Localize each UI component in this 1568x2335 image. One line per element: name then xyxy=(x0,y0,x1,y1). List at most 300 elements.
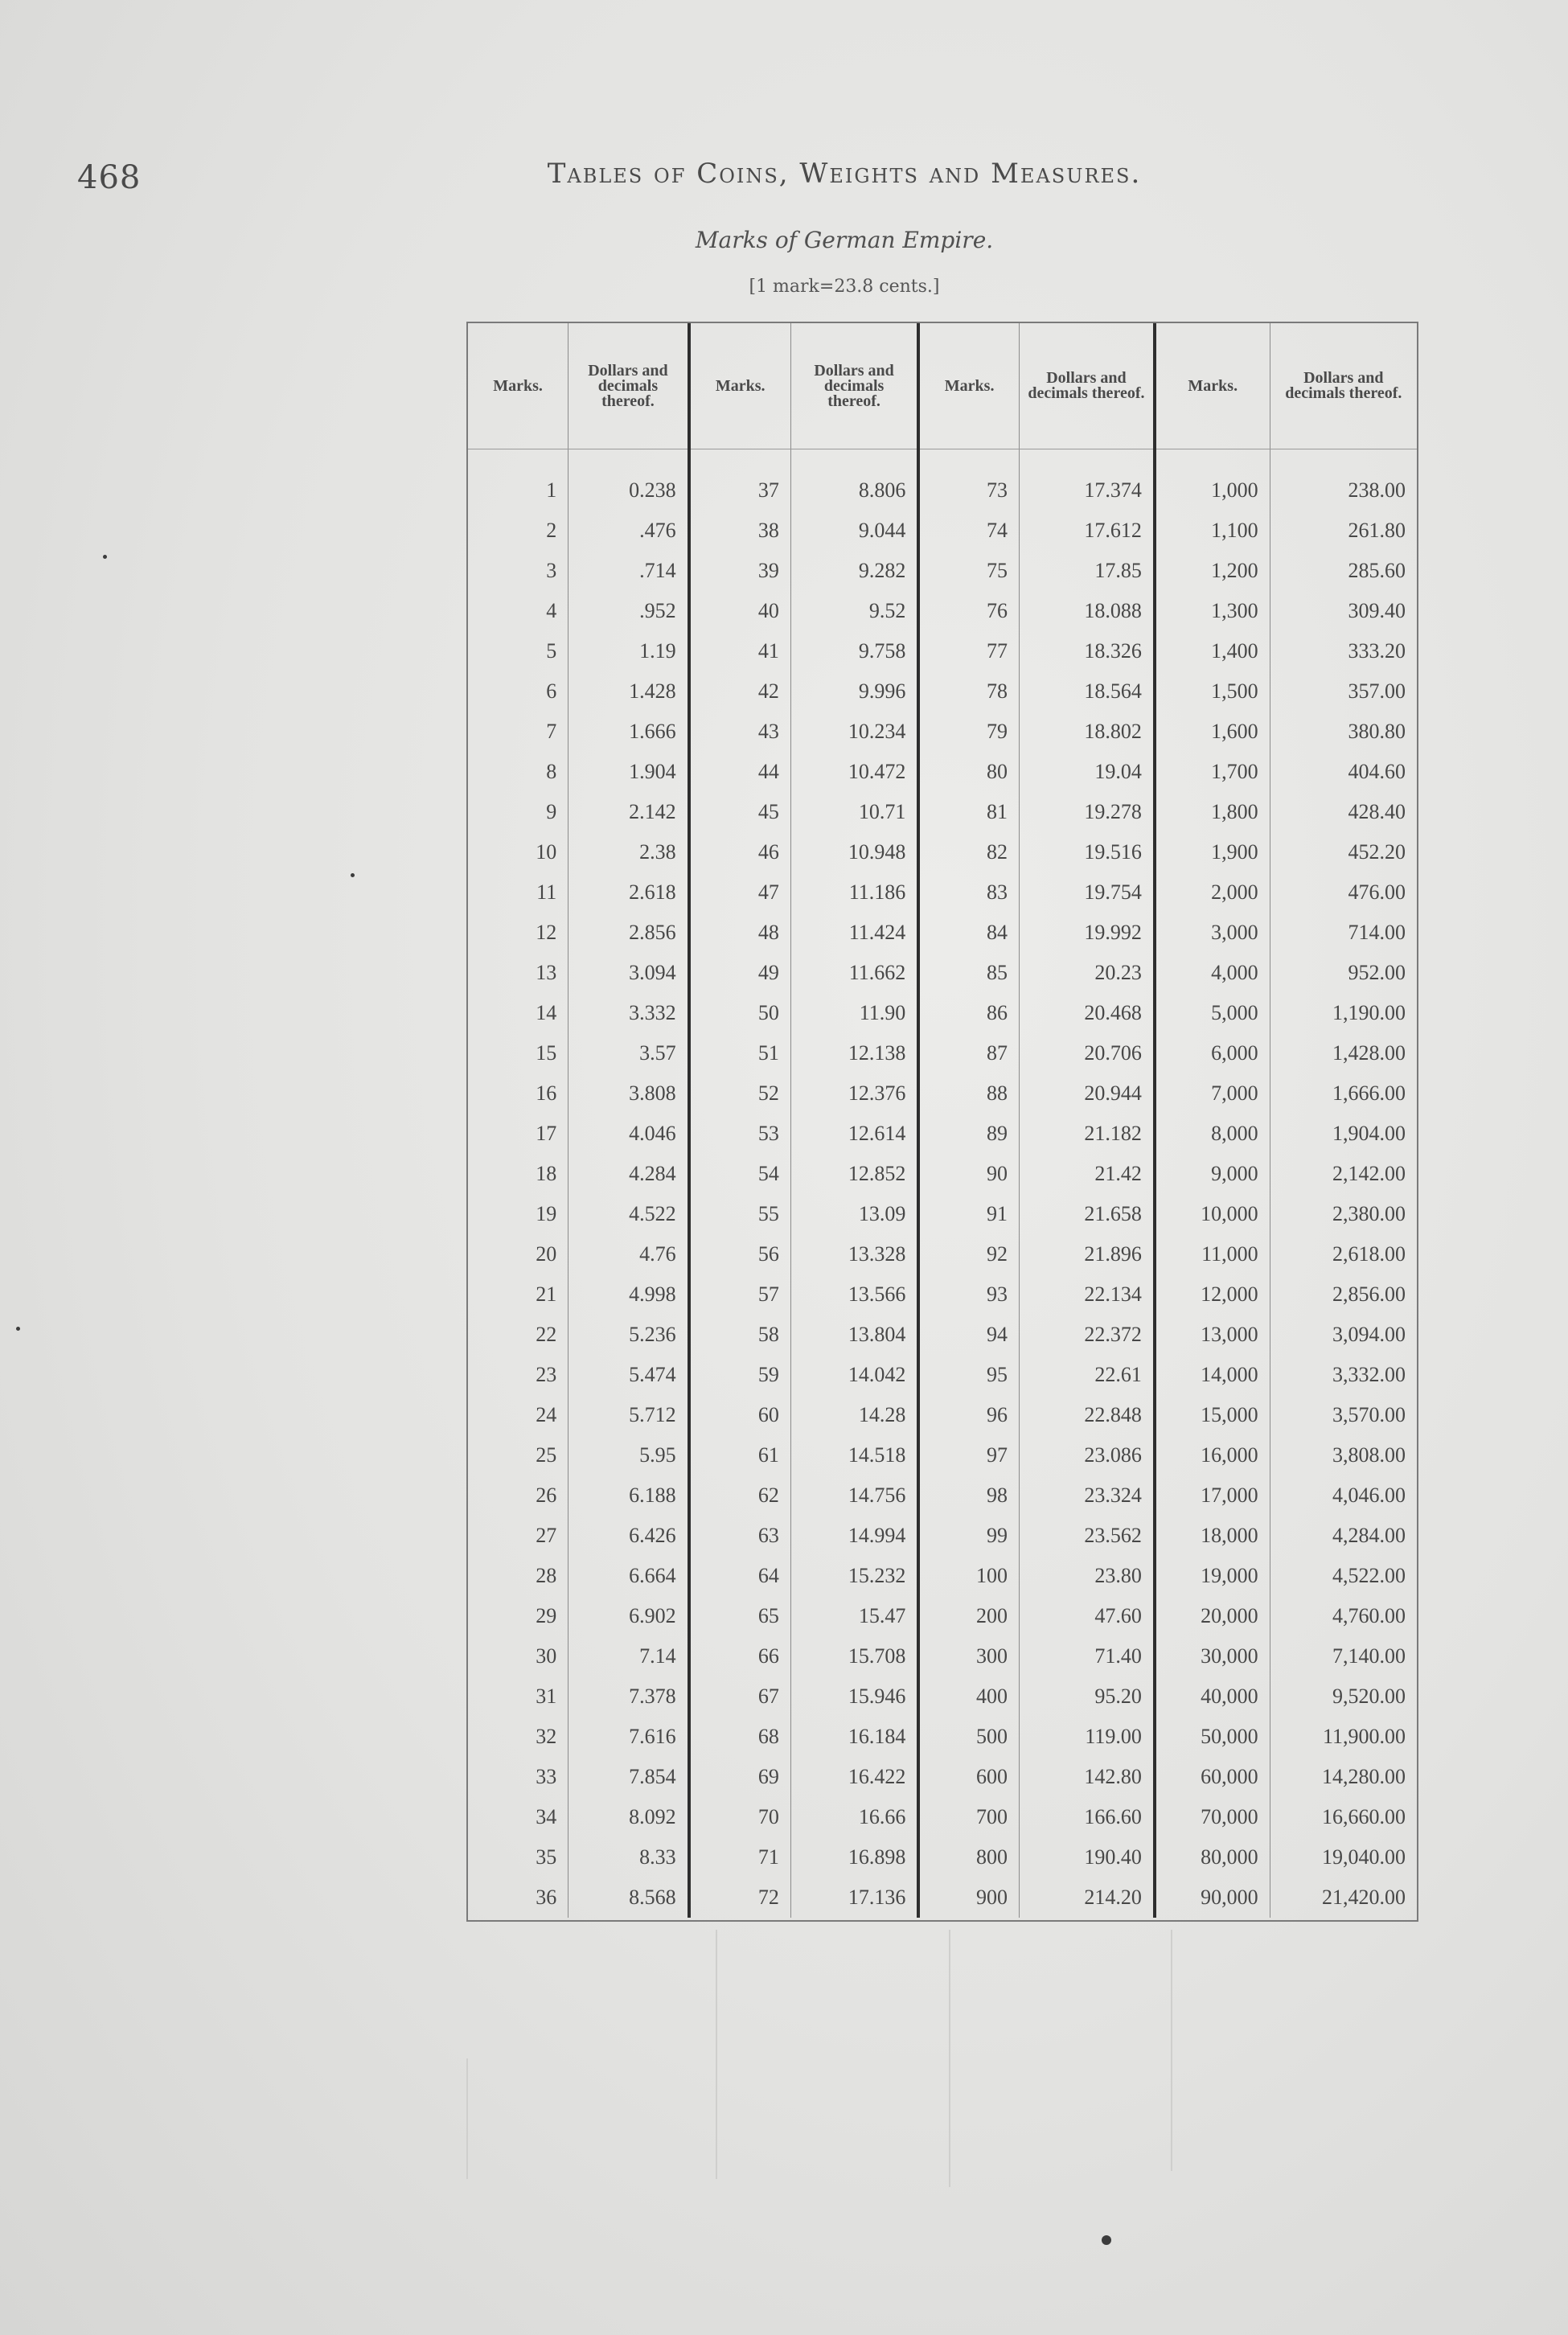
cell-dollars-2: 16.184 xyxy=(790,1717,918,1757)
cell-marks-2: 39 xyxy=(689,551,791,591)
cell-dollars-1: 4.76 xyxy=(569,1234,689,1274)
cell-dollars-2: 14.994 xyxy=(790,1516,918,1556)
cell-marks-3: 84 xyxy=(918,913,1019,953)
cell-marks-3: 600 xyxy=(918,1757,1019,1797)
cell-marks-4: 1,300 xyxy=(1155,591,1270,631)
cell-dollars-4: 333.20 xyxy=(1348,639,1406,663)
cell-marks-3: 500 xyxy=(918,1717,1019,1757)
cell-dollars-4: 2,380.00 xyxy=(1332,1202,1406,1225)
table-row xyxy=(468,1355,1417,1395)
table-row xyxy=(468,1717,1417,1757)
cell-dollars-2: 11.662 xyxy=(790,953,918,993)
table-body xyxy=(468,449,1417,1918)
table-row xyxy=(468,752,1417,792)
table-row xyxy=(468,591,1417,631)
cell-marks-3: 86 xyxy=(918,993,1019,1033)
page-number: 468 xyxy=(77,159,142,196)
cell-dollars-2: 15.708 xyxy=(790,1636,918,1676)
cell-marks-3: 73 xyxy=(918,449,1019,511)
cell-dollars-3: 19.992 xyxy=(1019,913,1154,953)
cell-dollars-4: 7,140.00 xyxy=(1332,1644,1406,1668)
cell-dollars-1: 4.046 xyxy=(569,1114,689,1154)
cell-marks-1: 28 xyxy=(468,1556,569,1596)
cell-marks-1: 3 xyxy=(468,551,569,591)
cell-marks-3: 99 xyxy=(918,1516,1019,1556)
cell-dollars-2: 14.042 xyxy=(790,1355,918,1395)
cell-marks-1: 7 xyxy=(468,712,569,752)
cell-dollars-4: 1,428.00 xyxy=(1332,1041,1406,1065)
table-row xyxy=(468,1636,1417,1676)
cell-dollars-1: 6.188 xyxy=(569,1475,689,1516)
cell-marks-4: 1,200 xyxy=(1155,551,1270,591)
cell-marks-2: 55 xyxy=(689,1194,791,1234)
table-row xyxy=(468,792,1417,832)
cell-dollars-4: 238.00 xyxy=(1348,478,1406,502)
cell-marks-3: 98 xyxy=(918,1475,1019,1516)
cell-dollars-3: 18.802 xyxy=(1019,712,1154,752)
cell-marks-2: 44 xyxy=(689,752,791,792)
cell-dollars-3: 95.20 xyxy=(1019,1676,1154,1717)
cell-dollars-1: 0.238 xyxy=(569,449,689,511)
cell-dollars-4: 2,856.00 xyxy=(1332,1282,1406,1306)
cell-dollars-1: 5.236 xyxy=(569,1315,689,1355)
cell-dollars-4: 14,280.00 xyxy=(1322,1765,1406,1788)
table-row xyxy=(468,1475,1417,1516)
cell-dollars-3: 23.562 xyxy=(1019,1516,1154,1556)
header-marks-4: Marks. xyxy=(1155,323,1270,449)
cell-dollars-1: 2.38 xyxy=(569,832,689,872)
table-row xyxy=(468,1516,1417,1556)
cell-dollars-3: 18.326 xyxy=(1019,631,1154,671)
cell-dollars-1: 1.428 xyxy=(569,671,689,712)
cell-marks-4: 16,000 xyxy=(1155,1435,1270,1475)
running-head: Tables of Coins, Weights and Measures. xyxy=(547,158,1142,190)
cell-marks-3: 75 xyxy=(918,551,1019,591)
cell-marks-1: 13 xyxy=(468,953,569,993)
cell-marks-3: 90 xyxy=(918,1154,1019,1194)
cell-dollars-3: 23.80 xyxy=(1019,1556,1154,1596)
cell-dollars-2: 10.234 xyxy=(790,712,918,752)
cell-marks-3: 74 xyxy=(918,511,1019,551)
cell-marks-3: 79 xyxy=(918,712,1019,752)
cell-dollars-3: 71.40 xyxy=(1019,1636,1154,1676)
cell-dollars-2: 10.472 xyxy=(790,752,918,792)
cell-marks-2: 46 xyxy=(689,832,791,872)
header-marks-1: Marks. xyxy=(468,323,569,449)
cell-dollars-2: 9.758 xyxy=(790,631,918,671)
cell-marks-4: 30,000 xyxy=(1155,1636,1270,1676)
cell-marks-1: 29 xyxy=(468,1596,569,1636)
cell-dollars-2: 9.996 xyxy=(790,671,918,712)
cell-marks-2: 47 xyxy=(689,872,791,913)
cell-dollars-3: 19.278 xyxy=(1019,792,1154,832)
cell-marks-2: 48 xyxy=(689,913,791,953)
cell-dollars-4: 452.20 xyxy=(1348,840,1406,864)
table-row xyxy=(468,1596,1417,1636)
cell-dollars-4: 3,094.00 xyxy=(1332,1323,1406,1346)
cell-marks-1: 17 xyxy=(468,1114,569,1154)
cell-dollars-2: 13.566 xyxy=(790,1274,918,1315)
cell-marks-2: 50 xyxy=(689,993,791,1033)
cell-marks-2: 70 xyxy=(689,1797,791,1837)
cell-marks-1: 14 xyxy=(468,993,569,1033)
cell-marks-2: 67 xyxy=(689,1676,791,1717)
cell-marks-1: 24 xyxy=(468,1395,569,1435)
cell-marks-4: 8,000 xyxy=(1155,1114,1270,1154)
table-row xyxy=(468,1676,1417,1717)
cell-dollars-3: 22.848 xyxy=(1019,1395,1154,1435)
cell-marks-1: 4 xyxy=(468,591,569,631)
cell-dollars-2: 16.898 xyxy=(790,1837,918,1877)
table-row xyxy=(468,1435,1417,1475)
cell-marks-2: 68 xyxy=(689,1717,791,1757)
cell-dollars-3: 47.60 xyxy=(1019,1596,1154,1636)
cell-marks-3: 800 xyxy=(918,1837,1019,1877)
cell-marks-2: 40 xyxy=(689,591,791,631)
cell-marks-1: 32 xyxy=(468,1717,569,1757)
table-row xyxy=(468,832,1417,872)
cell-marks-3: 100 xyxy=(918,1556,1019,1596)
cell-marks-4: 40,000 xyxy=(1155,1676,1270,1717)
cell-dollars-1: 7.378 xyxy=(569,1676,689,1717)
cell-dollars-1: 1.904 xyxy=(569,752,689,792)
cell-dollars-1: 3.094 xyxy=(569,953,689,993)
cell-dollars-2: 15.946 xyxy=(790,1676,918,1717)
cell-dollars-4: 285.60 xyxy=(1348,559,1406,582)
cell-marks-4: 14,000 xyxy=(1155,1355,1270,1395)
cell-marks-4: 10,000 xyxy=(1155,1194,1270,1234)
cell-dollars-2: 11.90 xyxy=(790,993,918,1033)
cell-dollars-2: 12.376 xyxy=(790,1073,918,1114)
cell-marks-1: 9 xyxy=(468,792,569,832)
paper-speck xyxy=(103,555,107,559)
cell-marks-4: 9,000 xyxy=(1155,1154,1270,1194)
cell-dollars-2: 14.518 xyxy=(790,1435,918,1475)
cell-dollars-1: .476 xyxy=(569,511,689,551)
show-through-line xyxy=(466,2058,468,2179)
cell-marks-2: 51 xyxy=(689,1033,791,1073)
cell-marks-3: 89 xyxy=(918,1114,1019,1154)
cell-dollars-1: 8.092 xyxy=(569,1797,689,1837)
cell-dollars-2: 9.52 xyxy=(790,591,918,631)
cell-marks-4: 15,000 xyxy=(1155,1395,1270,1435)
cell-marks-2: 57 xyxy=(689,1274,791,1315)
cell-marks-3: 80 xyxy=(918,752,1019,792)
paper-speck xyxy=(351,873,355,877)
cell-dollars-4: 4,284.00 xyxy=(1332,1524,1406,1547)
cell-dollars-2: 9.282 xyxy=(790,551,918,591)
table-row xyxy=(468,1877,1417,1918)
cell-marks-4: 4,000 xyxy=(1155,953,1270,993)
cell-marks-2: 56 xyxy=(689,1234,791,1274)
table-header-row xyxy=(468,323,1417,449)
cell-dollars-2: 12.614 xyxy=(790,1114,918,1154)
cell-marks-2: 64 xyxy=(689,1556,791,1596)
cell-dollars-3: 18.088 xyxy=(1019,591,1154,631)
cell-dollars-4: 1,904.00 xyxy=(1332,1122,1406,1145)
cell-marks-1: 18 xyxy=(468,1154,569,1194)
cell-dollars-1: 5.95 xyxy=(569,1435,689,1475)
cell-dollars-3: 22.134 xyxy=(1019,1274,1154,1315)
cell-marks-1: 19 xyxy=(468,1194,569,1234)
cell-marks-4: 1,400 xyxy=(1155,631,1270,671)
cell-dollars-3: 18.564 xyxy=(1019,671,1154,712)
cell-dollars-1: 2.142 xyxy=(569,792,689,832)
cell-marks-1: 12 xyxy=(468,913,569,953)
header-dollars-3: Dollars and decimals thereof. xyxy=(1019,323,1154,449)
table-row xyxy=(468,1315,1417,1355)
cell-marks-3: 83 xyxy=(918,872,1019,913)
cell-dollars-1: 1.666 xyxy=(569,712,689,752)
cell-dollars-4: 261.80 xyxy=(1348,519,1406,542)
cell-marks-2: 43 xyxy=(689,712,791,752)
cell-marks-3: 76 xyxy=(918,591,1019,631)
cell-marks-4: 18,000 xyxy=(1155,1516,1270,1556)
cell-dollars-3: 21.896 xyxy=(1019,1234,1154,1274)
table-row xyxy=(468,1395,1417,1435)
cell-marks-2: 53 xyxy=(689,1114,791,1154)
cell-dollars-2: 12.852 xyxy=(790,1154,918,1194)
cell-marks-4: 5,000 xyxy=(1155,993,1270,1033)
cell-marks-4: 3,000 xyxy=(1155,913,1270,953)
cell-marks-1: 25 xyxy=(468,1435,569,1475)
cell-dollars-1: 7.616 xyxy=(569,1717,689,1757)
cell-dollars-1: 1.19 xyxy=(569,631,689,671)
cell-dollars-4: 4,760.00 xyxy=(1332,1604,1406,1627)
table-row xyxy=(468,1154,1417,1194)
cell-marks-2: 41 xyxy=(689,631,791,671)
cell-dollars-3: 214.20 xyxy=(1019,1877,1154,1918)
show-through-line xyxy=(716,1930,717,2179)
cell-marks-1: 33 xyxy=(468,1757,569,1797)
cell-marks-1: 21 xyxy=(468,1274,569,1315)
cell-marks-1: 10 xyxy=(468,832,569,872)
cell-marks-2: 38 xyxy=(689,511,791,551)
cell-marks-2: 49 xyxy=(689,953,791,993)
cell-dollars-1: 3.332 xyxy=(569,993,689,1033)
cell-dollars-2: 13.09 xyxy=(790,1194,918,1234)
paper-speck xyxy=(16,1327,20,1331)
cell-dollars-3: 19.754 xyxy=(1019,872,1154,913)
cell-marks-3: 900 xyxy=(918,1877,1019,1918)
cell-dollars-4: 404.60 xyxy=(1348,760,1406,783)
table-row xyxy=(468,993,1417,1033)
cell-dollars-3: 190.40 xyxy=(1019,1837,1154,1877)
table-row xyxy=(468,1194,1417,1234)
cell-dollars-3: 23.086 xyxy=(1019,1435,1154,1475)
table-title: Marks of German Empire. xyxy=(695,227,994,253)
cell-marks-3: 81 xyxy=(918,792,1019,832)
cell-dollars-3: 21.182 xyxy=(1019,1114,1154,1154)
cell-marks-4: 90,000 xyxy=(1155,1877,1270,1918)
cell-dollars-1: 5.474 xyxy=(569,1355,689,1395)
cell-dollars-2: 17.136 xyxy=(790,1877,918,1918)
header-dollars-2: Dollars and decimals thereof. xyxy=(790,323,918,449)
cell-marks-4: 1,900 xyxy=(1155,832,1270,872)
cell-marks-3: 700 xyxy=(918,1797,1019,1837)
cell-dollars-4: 309.40 xyxy=(1348,599,1406,622)
cell-dollars-1: 5.712 xyxy=(569,1395,689,1435)
cell-dollars-1: 6.664 xyxy=(569,1556,689,1596)
cell-dollars-2: 15.232 xyxy=(790,1556,918,1596)
cell-dollars-2: 13.328 xyxy=(790,1234,918,1274)
cell-dollars-1: 4.998 xyxy=(569,1274,689,1315)
cell-dollars-4: 2,142.00 xyxy=(1332,1162,1406,1185)
cell-marks-3: 87 xyxy=(918,1033,1019,1073)
cell-marks-4: 6,000 xyxy=(1155,1033,1270,1073)
table-row xyxy=(468,1033,1417,1073)
cell-marks-4: 70,000 xyxy=(1155,1797,1270,1837)
cell-marks-1: 5 xyxy=(468,631,569,671)
cell-dollars-1: 8.33 xyxy=(569,1837,689,1877)
cell-dollars-4: 11,900.00 xyxy=(1322,1725,1406,1748)
table-row xyxy=(468,1114,1417,1154)
cell-dollars-1: .714 xyxy=(569,551,689,591)
cell-marks-3: 92 xyxy=(918,1234,1019,1274)
cell-marks-3: 78 xyxy=(918,671,1019,712)
cell-dollars-1: .952 xyxy=(569,591,689,631)
cell-dollars-3: 19.04 xyxy=(1019,752,1154,792)
cell-marks-4: 1,800 xyxy=(1155,792,1270,832)
table-row xyxy=(468,953,1417,993)
cell-dollars-4: 476.00 xyxy=(1348,880,1406,904)
cell-dollars-3: 21.658 xyxy=(1019,1194,1154,1234)
cell-marks-4: 50,000 xyxy=(1155,1717,1270,1757)
cell-marks-3: 82 xyxy=(918,832,1019,872)
cell-marks-4: 19,000 xyxy=(1155,1556,1270,1596)
cell-dollars-2: 15.47 xyxy=(790,1596,918,1636)
cell-dollars-4: 2,618.00 xyxy=(1332,1242,1406,1266)
table-row xyxy=(468,1556,1417,1596)
cell-marks-2: 52 xyxy=(689,1073,791,1114)
cell-marks-1: 30 xyxy=(468,1636,569,1676)
table-row xyxy=(468,913,1417,953)
cell-marks-3: 300 xyxy=(918,1636,1019,1676)
cell-dollars-2: 8.806 xyxy=(790,449,918,511)
cell-marks-1: 8 xyxy=(468,752,569,792)
cell-dollars-3: 20.23 xyxy=(1019,953,1154,993)
cell-dollars-3: 23.324 xyxy=(1019,1475,1154,1516)
cell-marks-3: 97 xyxy=(918,1435,1019,1475)
cell-dollars-1: 3.57 xyxy=(569,1033,689,1073)
cell-dollars-3: 17.85 xyxy=(1019,551,1154,591)
cell-marks-3: 85 xyxy=(918,953,1019,993)
cell-dollars-4: 16,660.00 xyxy=(1322,1805,1406,1828)
cell-dollars-1: 7.14 xyxy=(569,1636,689,1676)
cell-dollars-4: 21,420.00 xyxy=(1322,1886,1406,1909)
cell-marks-4: 7,000 xyxy=(1155,1073,1270,1114)
cell-dollars-2: 11.186 xyxy=(790,872,918,913)
cell-dollars-1: 2.618 xyxy=(569,872,689,913)
cell-marks-2: 65 xyxy=(689,1596,791,1636)
cell-marks-2: 66 xyxy=(689,1636,791,1676)
table-row xyxy=(468,671,1417,712)
cell-dollars-1: 8.568 xyxy=(569,1877,689,1918)
cell-dollars-4: 4,522.00 xyxy=(1332,1564,1406,1587)
cell-marks-4: 11,000 xyxy=(1155,1234,1270,1274)
cell-marks-2: 59 xyxy=(689,1355,791,1395)
show-through-line xyxy=(949,1930,950,2187)
cell-marks-3: 400 xyxy=(918,1676,1019,1717)
table-row xyxy=(468,1234,1417,1274)
cell-marks-2: 37 xyxy=(689,449,791,511)
cell-marks-2: 54 xyxy=(689,1154,791,1194)
cell-marks-1: 36 xyxy=(468,1877,569,1918)
cell-dollars-3: 166.60 xyxy=(1019,1797,1154,1837)
cell-marks-4: 1,100 xyxy=(1155,511,1270,551)
cell-marks-1: 35 xyxy=(468,1837,569,1877)
cell-marks-1: 20 xyxy=(468,1234,569,1274)
cell-marks-3: 88 xyxy=(918,1073,1019,1114)
cell-marks-4: 1,000 xyxy=(1155,449,1270,511)
table-row xyxy=(468,631,1417,671)
cell-dollars-3: 119.00 xyxy=(1019,1717,1154,1757)
cell-marks-2: 72 xyxy=(689,1877,791,1918)
table-row xyxy=(468,1073,1417,1114)
table-row xyxy=(468,551,1417,591)
cell-dollars-4: 19,040.00 xyxy=(1322,1845,1406,1869)
cell-dollars-3: 17.374 xyxy=(1019,449,1154,511)
table-row xyxy=(468,511,1417,551)
show-through-line xyxy=(1171,1930,1172,2171)
cell-marks-1: 22 xyxy=(468,1315,569,1355)
cell-marks-4: 80,000 xyxy=(1155,1837,1270,1877)
conversion-note: [1 mark=23.8 cents.] xyxy=(749,277,940,297)
cell-dollars-3: 20.944 xyxy=(1019,1073,1154,1114)
header-marks-3: Marks. xyxy=(918,323,1019,449)
cell-dollars-4: 9,520.00 xyxy=(1332,1685,1406,1708)
cell-marks-4: 1,700 xyxy=(1155,752,1270,792)
cell-marks-4: 2,000 xyxy=(1155,872,1270,913)
cell-dollars-2: 16.422 xyxy=(790,1757,918,1797)
cell-dollars-1: 7.854 xyxy=(569,1757,689,1797)
table-row xyxy=(468,449,1417,511)
cell-marks-1: 6 xyxy=(468,671,569,712)
cell-marks-4: 60,000 xyxy=(1155,1757,1270,1797)
cell-marks-4: 17,000 xyxy=(1155,1475,1270,1516)
cell-marks-1: 31 xyxy=(468,1676,569,1717)
cell-dollars-2: 14.28 xyxy=(790,1395,918,1435)
cell-dollars-4: 3,570.00 xyxy=(1332,1403,1406,1426)
cell-marks-3: 94 xyxy=(918,1315,1019,1355)
table-row xyxy=(468,1797,1417,1837)
cell-dollars-3: 20.468 xyxy=(1019,993,1154,1033)
cell-marks-4: 12,000 xyxy=(1155,1274,1270,1315)
cell-marks-1: 1 xyxy=(468,449,569,511)
cell-dollars-1: 3.808 xyxy=(569,1073,689,1114)
cell-marks-3: 93 xyxy=(918,1274,1019,1315)
cell-dollars-1: 4.522 xyxy=(569,1194,689,1234)
cell-dollars-2: 9.044 xyxy=(790,511,918,551)
cell-dollars-1: 2.856 xyxy=(569,913,689,953)
cell-marks-1: 11 xyxy=(468,872,569,913)
cell-marks-1: 27 xyxy=(468,1516,569,1556)
cell-dollars-4: 428.40 xyxy=(1348,800,1406,823)
table-row xyxy=(468,712,1417,752)
cell-dollars-3: 19.516 xyxy=(1019,832,1154,872)
cell-dollars-3: 22.372 xyxy=(1019,1315,1154,1355)
cell-dollars-4: 380.80 xyxy=(1348,720,1406,743)
cell-marks-2: 42 xyxy=(689,671,791,712)
header-marks-2: Marks. xyxy=(689,323,791,449)
cell-dollars-3: 142.80 xyxy=(1019,1757,1154,1797)
table-row xyxy=(468,1274,1417,1315)
cell-marks-3: 200 xyxy=(918,1596,1019,1636)
cell-dollars-4: 1,190.00 xyxy=(1332,1001,1406,1024)
cell-marks-1: 26 xyxy=(468,1475,569,1516)
cell-dollars-2: 13.804 xyxy=(790,1315,918,1355)
cell-marks-3: 91 xyxy=(918,1194,1019,1234)
